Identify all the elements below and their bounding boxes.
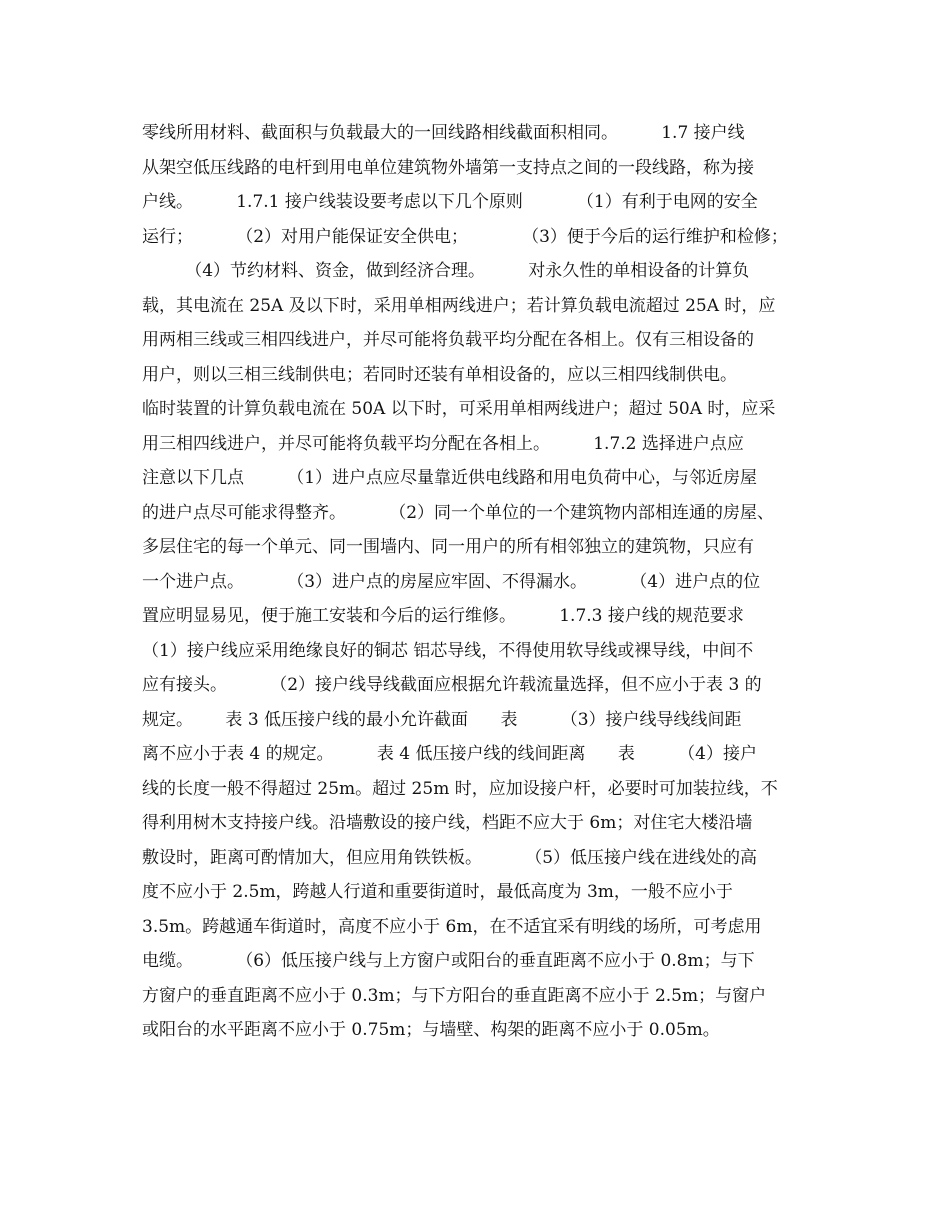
text-line: 从架空低压线路的电杆到用电单位建筑物外墙第一支持点之间的一段线路，称为接 (142, 157, 754, 178)
text-line: 得利用树木支持接户线。沿墙敷设的接户线，档距不应大于 6m；对住宅大楼沿墙 (142, 813, 753, 833)
body-text (142, 116, 832, 1048)
text-line: 敷设时，距离可酌情加大，但应用角铁铁板。 （5）低压接户线在进线处的高 (142, 847, 758, 868)
text-line: 的进户点尽可能求得整齐。 （2）同一个单位的一个建筑物内部相连通的房屋、 (142, 502, 775, 523)
text-line: 或阳台的水平距离不应小于 0.75m；与墙壁、构架的距离不应小于 0.05m。 (142, 1020, 720, 1040)
text-line: 零线所用材料、截面积与负载最大的一回线路相线截面积相同。 1.7 接户线 (142, 123, 745, 143)
text-line: 规定。 表 3 低压接户线的最小允许截面 表 （3）接户线导线线间距 (142, 709, 742, 730)
text-line: 电缆。 （6）低压接户线与上方窗户或阳台的垂直距离不应小于 0.8m；与下 (142, 951, 755, 971)
text-line: 3.5m。跨越通车街道时，高度不应小于 6m，在不适宜采有明线的场所，可考虑用 (142, 916, 762, 937)
text-line: 一个进户点。 （3）进户点的房屋应牢固、不得漏水。 （4）进户点的位 (142, 571, 761, 592)
text-line: 用两相三线或三相四线进户，并尽可能将负载平均分配在各相上。仅有三相设备的 (142, 330, 754, 350)
text-line: 载，其电流在 25A 及以下时，采用单相两线进户；若计算负载电流超过 25A 时，应 (142, 295, 776, 316)
text-line: 应有接头。 （2）接户线导线截面应根据允许载流量选择，但不应小于表 3 的 (142, 675, 762, 695)
text-line: 置应明显易见，便于施工安装和今后的运行维修。 1.7.3 接户线的规范要求 (142, 606, 744, 626)
text-line: 离不应小于表 4 的规定。 表 4 低压接户线的线间距离 表 （4）接户 (142, 744, 757, 764)
text-line: 方窗户的垂直距离不应小于 0.3m；与下方阳台的垂直距离不应小于 2.5m；与窗户 (142, 985, 767, 1006)
text-line: 临时装置的计算负载电流在 50A 以下时，可采用单相两线进户；超过 50A 时，应采 (142, 399, 776, 419)
text-line: 用户，则以三相三线制供电；若同时还装有单相设备的，应以三相四线制供电。 (142, 364, 737, 385)
text-line: （1）接户线应采用绝缘良好的铜芯 铝芯导线，不得使用软导线或裸导线，中间不 (142, 640, 754, 661)
text-line: 度不应小于 2.5m，跨越人行道和重要街道时，最低高度为 3m，一般不应小于 (142, 882, 733, 902)
text-line: （4）节约材料、资金，做到经济合理。 对永久性的单相设备的计算负 (142, 261, 750, 281)
text-line: 用三相四线进户，并尽可能将负载平均分配在各相上。 1.7.2 选择进户点应 (142, 433, 744, 454)
text-line: 运行； （2）对用户能保证安全供电； （3）便于今后的运行维护和检修； (142, 226, 788, 247)
text-line: 户线。 1.7.1 接户线装设要考虑以下几个原则 （1）有利于电网的安全 (142, 192, 758, 212)
text-line: 线的长度一般不得超过 25m。超过 25m 时，应加设接户杆，必要时可加装拉线，不 (142, 778, 778, 799)
text-line: 多层住宅的每一个单元、同一围墙内、同一用户的所有相邻独立的建筑物，只应有 (142, 537, 754, 557)
text-line: 注意以下几点 （1）进户点应尽量靠近供电线路和用电负荷中心，与邻近房屋 (142, 468, 758, 488)
